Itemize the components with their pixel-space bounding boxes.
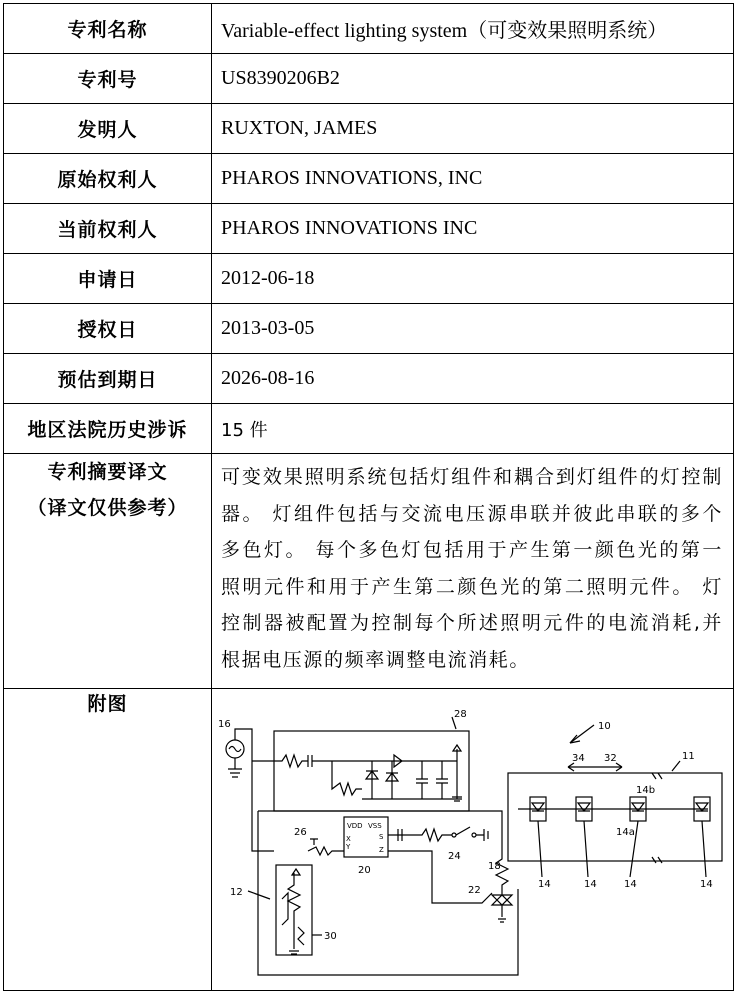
ref-14-2: 14 xyxy=(584,879,597,890)
value-original-assignee: PHAROS INNOVATIONS, INC xyxy=(212,154,734,204)
row-current-assignee xyxy=(4,204,734,254)
switch-contact-2 xyxy=(472,833,476,837)
value-filing-date: 2012-06-18 xyxy=(212,254,734,304)
dimmer-pot xyxy=(298,927,304,945)
abstract-text: 可变效果照明系统包括灯组件和耦合到灯组件的灯控制器。 灯组件包括与交流电压源串联并彼此串联的多个多色灯。 每个多色灯包括用于产生第一颜色光的第一照明元件和用于产生第二颜色光的第二照明元件。 灯控制器被配置为控制每个所述照明元件的电流消耗,并根据电压源的频率调整电流消耗。 xyxy=(212,454,734,689)
ref-28: 28 xyxy=(454,709,467,720)
ref-14-3: 14 xyxy=(624,879,637,890)
ref-12: 12 xyxy=(230,887,243,898)
abstract-label-line1: 专利摘要译文 xyxy=(47,461,168,483)
break-mark-top xyxy=(652,773,662,779)
value-litigation: 15 件 xyxy=(212,404,734,454)
pointer-arrow-10 xyxy=(570,725,594,743)
wire-source-top xyxy=(235,729,274,851)
label-current-assignee: 当前权利人 xyxy=(4,204,212,254)
row-patent-number xyxy=(4,54,734,104)
row-litigation xyxy=(4,404,734,454)
triac-22 xyxy=(492,889,512,917)
row-figure xyxy=(4,689,734,991)
value-current-assignee: PHAROS INNOVATIONS INC xyxy=(212,204,734,254)
capacitor-filter xyxy=(416,761,428,799)
capacitor-ic xyxy=(388,829,412,841)
leader-12 xyxy=(248,891,270,899)
row-expiry-date xyxy=(4,354,734,404)
ref-14b: 14b xyxy=(636,785,656,796)
label-filing-date: 申请日 xyxy=(4,254,212,304)
leader-11 xyxy=(672,761,680,771)
ic-pin-s: S xyxy=(379,833,384,841)
value-expiry-date: 2026-08-16 xyxy=(212,354,734,404)
diode-2 xyxy=(372,755,402,767)
value-inventor: RUXTON, JAMES xyxy=(212,104,734,154)
ref-30: 30 xyxy=(324,931,337,942)
ground-dimmer xyxy=(289,951,299,954)
resistor-input xyxy=(252,755,308,767)
ref-14-1: 14 xyxy=(538,879,551,890)
ic-pin-y: Y xyxy=(346,843,351,851)
label-patent-number: 专利号 xyxy=(4,54,212,104)
label-grant-date: 授权日 xyxy=(4,304,212,354)
resistor-shunt xyxy=(332,761,362,795)
dimmer-supply-icon xyxy=(292,869,300,875)
ref-16: 16 xyxy=(218,719,231,730)
figure-box xyxy=(212,689,733,989)
value-patent-name: Variable-effect lighting system（可变效果照明系统） xyxy=(212,4,734,54)
label-inventor: 发明人 xyxy=(4,104,212,154)
ref-34: 34 xyxy=(572,753,585,764)
ref-18: 18 xyxy=(488,861,501,872)
ref-10: 10 xyxy=(598,721,611,732)
row-filing-date xyxy=(4,254,734,304)
ic-vdd: VDD xyxy=(347,822,363,830)
ground-triac xyxy=(498,919,506,922)
ac-wave-icon xyxy=(229,747,241,752)
switch-contact-1 xyxy=(452,833,456,837)
ref-26: 26 xyxy=(294,827,307,838)
label-expiry-date: 预估到期日 xyxy=(4,354,212,404)
ref-24: 24 xyxy=(448,851,461,862)
value-grant-date: 2013-03-05 xyxy=(212,304,734,354)
capacitor-input xyxy=(308,755,332,767)
value-patent-number: US8390206B2 xyxy=(212,54,734,104)
row-abstract xyxy=(4,454,734,689)
patent-info-table xyxy=(3,3,734,991)
label-patent-name: 专利名称 xyxy=(4,4,212,54)
ground-icon xyxy=(228,758,242,777)
battery-icon xyxy=(476,829,488,841)
label-litigation: 地区法院历史涉诉 xyxy=(4,404,212,454)
break-mark-bottom xyxy=(652,857,662,863)
ref-20: 20 xyxy=(358,865,371,876)
label-original-assignee: 原始权利人 xyxy=(4,154,212,204)
switch-lever xyxy=(456,827,470,835)
circuit-drawing xyxy=(212,689,732,989)
capacitor-filter-2 xyxy=(436,761,448,799)
ref-11: 11 xyxy=(682,751,695,762)
resistor-26 xyxy=(308,847,344,855)
ref-14a: 14a xyxy=(616,827,635,838)
dimmer-transistor xyxy=(282,893,288,925)
ic-pin-x: X xyxy=(346,835,351,843)
label-figure: 附图 xyxy=(4,689,212,991)
ref-14-4: 14 xyxy=(700,879,713,890)
ground-ps xyxy=(452,749,462,801)
node-26 xyxy=(310,839,318,845)
direction-arrows xyxy=(568,763,622,771)
resistor-switch xyxy=(412,829,452,841)
row-title xyxy=(4,4,734,54)
row-original-assignee xyxy=(4,154,734,204)
ic-vss: VSS xyxy=(368,822,382,830)
resistor-18 xyxy=(496,835,508,889)
ref-22: 22 xyxy=(468,885,481,896)
ref-32: 32 xyxy=(604,753,617,764)
label-abstract xyxy=(4,454,212,689)
ic-pin-z: Z xyxy=(379,846,384,854)
figure-cell xyxy=(212,689,734,991)
dimmer-resistor xyxy=(288,873,300,949)
row-grant-date xyxy=(4,304,734,354)
abstract-label-line2: （译文仅供参考） xyxy=(27,497,188,519)
zener-diode xyxy=(386,761,398,799)
row-inventor xyxy=(4,104,734,154)
